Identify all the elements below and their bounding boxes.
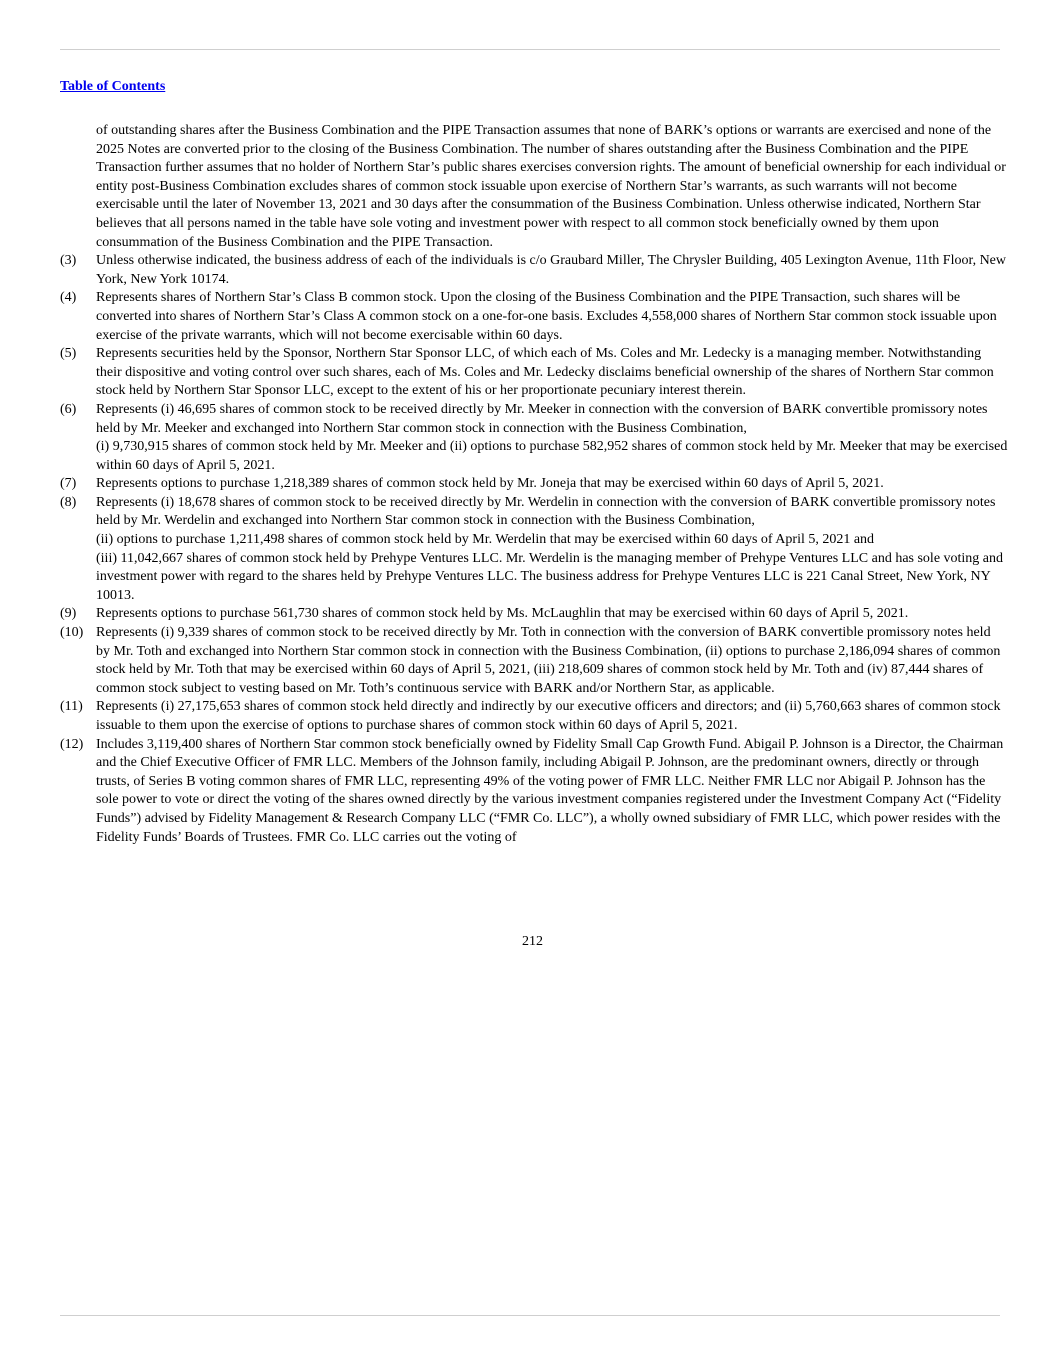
footnote-text: Represents options to purchase 561,730 shares of common stock held by Ms. McLaughlin that may be exercised within 60 days of April 5, 2021. xyxy=(96,606,909,622)
footnote-body xyxy=(96,401,1008,475)
footnote-10 xyxy=(60,624,1008,698)
footnote-text: Includes 3,119,400 shares of Northern Star common stock beneficially owned by Fidelity Small Cap Growth Fund. Abigail P. Johnson is a Director, the Chairman and the Chief Executive Officer of FMR LLC. Members of the Johnson family, including Abigail P. Johnson, are the predominant owners, directly or through trusts, of Series B voting common shares of FMR LLC, representing 49% of the voting power of FMR LLC. Neither FMR LLC nor Abigail P. Johnson has the sole power to vote or direct the voting of the shares owned directly by the various investment companies registered under the Investment Company Act (“Fidelity Funds”) advised by Fidelity Management & Research Company LLC (“FMR Co. LLC”), a wholly owned subsidiary of FMR LLC, which power resides with the Fidelity Funds’ Boards of Trustees. FMR Co. LLC carries out the voting of xyxy=(96,736,1004,845)
footnote-text: Represents (i) 18,678 shares of common stock to be received directly by Mr. Werdelin in connection with the conversion of BARK convertible promissory notes held by Mr. Werdelin and exchanged into Northern Star common stock in connection with the Business Combination, xyxy=(96,494,996,529)
footnote-number: (11) xyxy=(60,699,83,715)
bottom-divider xyxy=(60,1315,1000,1316)
footnote-8 xyxy=(60,494,1008,606)
footnote-number: (8) xyxy=(60,494,77,510)
footnote-number: (10) xyxy=(60,625,84,641)
footnote-number: (4) xyxy=(60,290,77,306)
footnote-text: Represents options to purchase 1,218,389 shares of common stock held by Mr. Joneja that may be exercised within 60 days of April 5, 2021. xyxy=(96,476,884,492)
footnote-text: Represents (i) 27,175,653 shares of common stock held directly and indirectly by our executive officers and directors; and (ii) 5,760,663 shares of common stock issuable to them upon the exercise of options to purchase shares of common stock within 60 days of April 5, 2021. xyxy=(96,699,1001,733)
footnote-9 xyxy=(60,605,1008,624)
footnote-text-continued: (ii) options to purchase 1,211,498 shares of common stock held by Mr. Werdelin that may be exercised within 60 days of April 5, 2021 and xyxy=(96,532,875,548)
footnote-text-continued: (iii) 11,042,667 shares of common stock held by Prehype Ventures LLC. Mr. Werdelin is the managing member of Prehype Ventures LLC and has sole voting and investment power with regard to the shares held by Prehype Ventures LLC. The business address for Prehype Ventures LLC is 221 Canal Street, New York, NY 10013. xyxy=(96,550,1004,603)
continuation-paragraph: of outstanding shares after the Business Combination and the PIPE Transaction assumes that none of BARK’s options or warrants are exercised and none of the 2025 Notes are converted prior to the closing of the Business Combination. The number of shares outstanding after the Business Combination and the PIPE Transaction further assumes that no holder of Northern Star’s public shares exercises conversion rights. The amount of beneficial ownership for each individual or entity post-Business Combination excludes shares of common stock issuable upon exercise of Northern Star’s warrants, as such warrants will not become exercisable until the later of November 13, 2021 and 30 days after the consummation of the Business Combination. Unless otherwise indicated, Northern Star believes that all persons named in the table have sole voting and investment power with respect to all common stock beneficially owned by them upon consummation of the Business Combination and the PIPE Transaction. xyxy=(96,123,1006,250)
top-divider xyxy=(60,49,1000,50)
footnote-text: Represents securities held by the Sponsor, Northern Star Sponsor LLC, of which each of Ms. Coles and Mr. Ledecky is a managing member. Notwithstanding their dispositive and voting control over such shares, each of Ms. Coles and Mr. Ledecky disclaims beneficial ownership of the shares of Northern Star common stock held by Northern Star Sponsor LLC, except to the extent of his or her proportionate pecuniary interest therein. xyxy=(96,346,994,399)
footnote-number: (7) xyxy=(60,476,77,492)
footnote-4 xyxy=(60,289,1008,345)
page-number: 212 xyxy=(522,934,543,949)
footnote-body xyxy=(96,494,1008,606)
footnote-text: Represents (i) 9,339 shares of common stock to be received directly by Mr. Toth in connection with the conversion of BARK convertible promissory notes held by Mr. Toth and exchanged into Northern Star common stock in connection with the Business Combination, (ii) options to purchase 2,186,094 shares of common stock held by Mr. Toth that may be exercised within 60 days of April 5, 2021, (iii) 218,609 shares of common stock held by Mr. Toth and (iv) 87,444 shares of common stock subject to vesting based on Mr. Toth’s continuous service with BARK and/or Northern Star, as applicable. xyxy=(96,625,1001,696)
footnote-text-continued: (i) 9,730,915 shares of common stock held by Mr. Meeker and (ii) options to purchase 582,952 shares of common stock held by Mr. Meeker that may be exercised within 60 days of April 5, 2021. xyxy=(96,439,1008,473)
footnotes-section xyxy=(60,122,1008,847)
footnote-12 xyxy=(60,736,1008,848)
footnote-3 xyxy=(60,252,1008,289)
footnote-number: (9) xyxy=(60,606,77,622)
footnote-7 xyxy=(60,475,1008,494)
footnote-text: Represents (i) 46,695 shares of common stock to be received directly by Mr. Meeker in connection with the conversion of BARK convertible promissory notes held by Mr. Meeker and exchanged into Northern Star common stock in connection with the Business Combination, xyxy=(96,401,988,436)
footnote-5 xyxy=(60,345,1008,401)
footnote-number: (6) xyxy=(60,401,77,417)
footnote-11 xyxy=(60,698,1008,735)
footnote-text: Represents shares of Northern Star’s Class B common stock. Upon the closing of the Business Combination and the PIPE Transaction, such shares will be converted into shares of Northern Star’s Class A common stock on a one-for-one basis. Excludes 4,558,000 shares of Northern Star common stock issuable upon exercise of the private warrants, which will not become exercisable within 60 days. xyxy=(96,290,997,343)
footnote-number: (12) xyxy=(60,736,84,752)
footnote-6 xyxy=(60,401,1008,475)
footnote-number: (3) xyxy=(60,253,77,269)
footnote-number: (5) xyxy=(60,346,77,362)
footnote-text: Unless otherwise indicated, the business address of each of the individuals is c/o Graubard Miller, The Chrysler Building, 405 Lexington Avenue, 11th Floor, New York, New York 10174. xyxy=(96,253,1006,287)
table-of-contents-link[interactable]: Table of Contents xyxy=(60,79,166,94)
